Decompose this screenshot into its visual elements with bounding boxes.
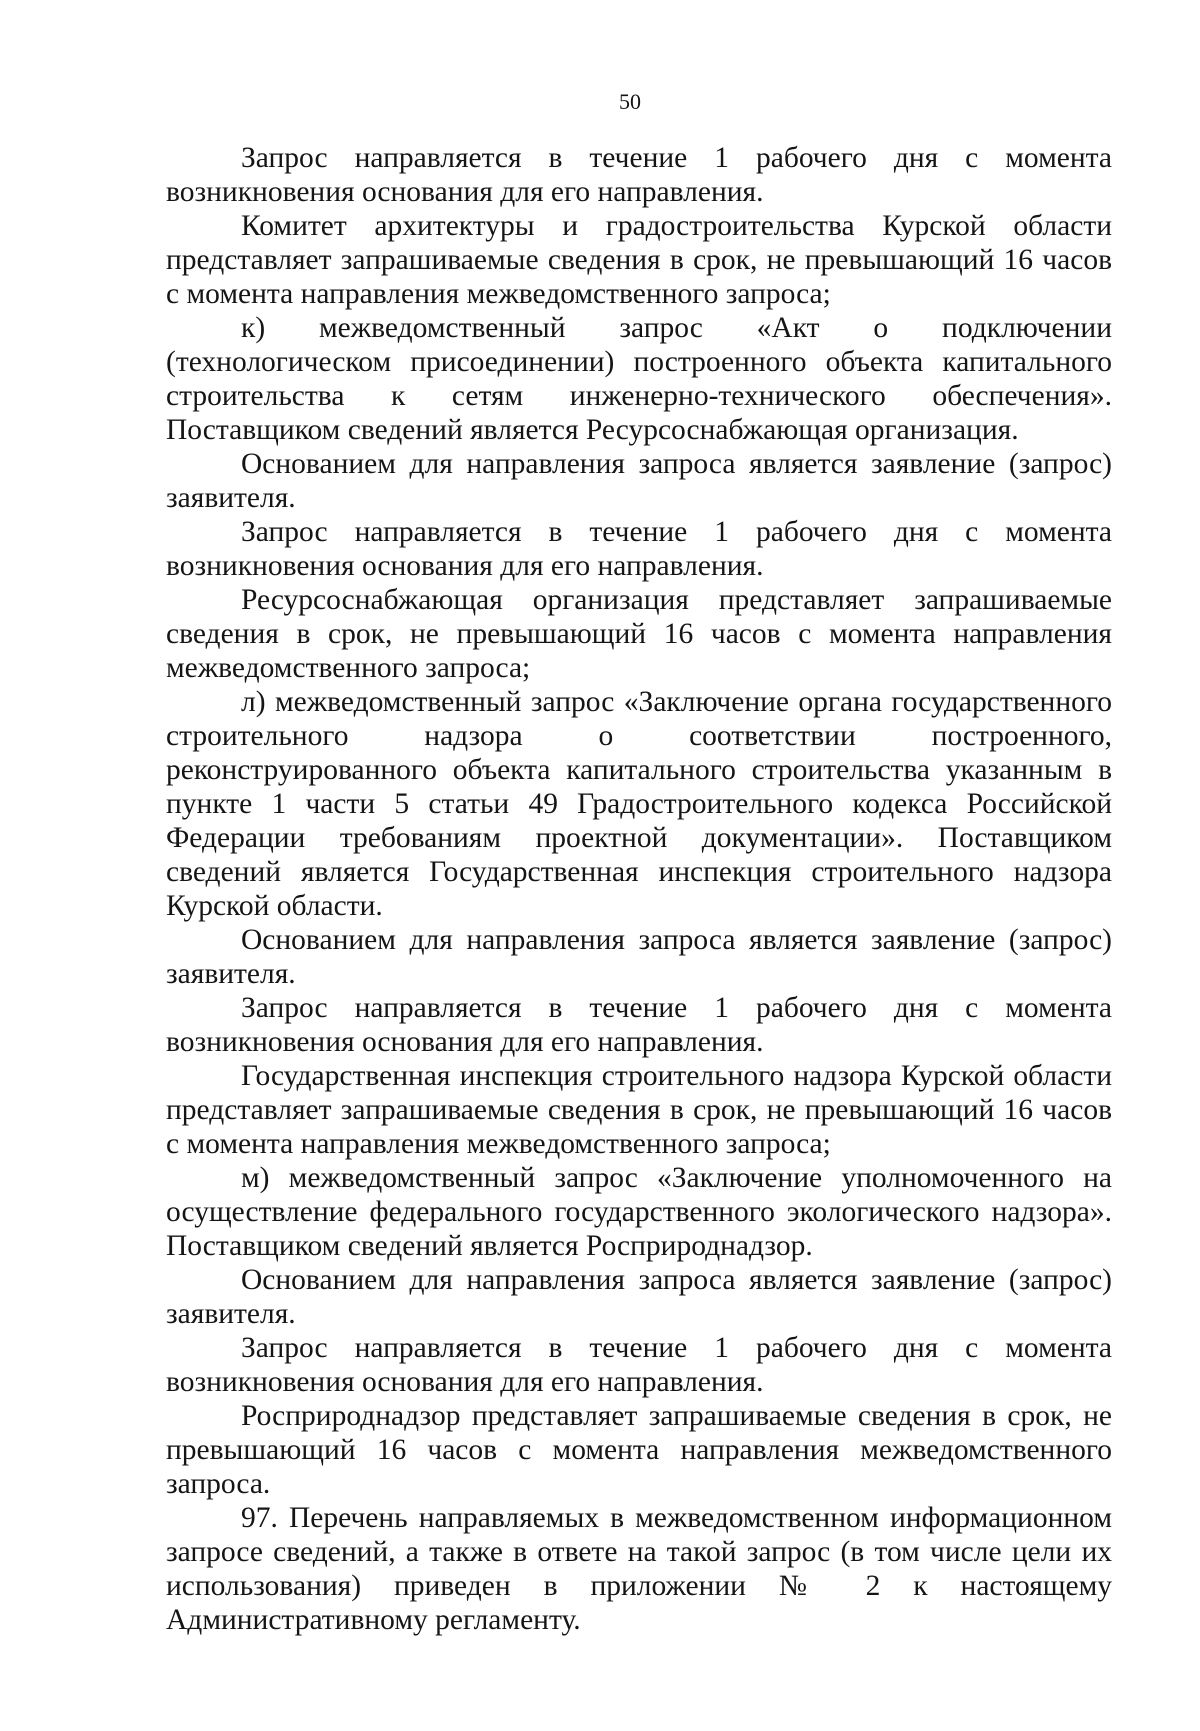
paragraph: л) межведомственный запрос «Заключение органа государственного строительного надзора о соответствии построенного, реконструированного объекта капитального строительства указанным в пункте 1 части 5 статьи 49 Градостроительного кодекса Российской Федерации требованиям проектной документации». Поставщиком сведений является Государственная инспекция строительного надзора Курской области. xyxy=(166,686,1112,922)
paragraph: Основанием для направления запроса является заявление (запрос) заявителя. xyxy=(166,924,1112,990)
paragraph: Росприроднадзор представляет запрашиваемые сведения в срок, не превышающий 16 часов с момента направления межведомственного запроса. xyxy=(166,1400,1112,1500)
paragraph: Основанием для направления запроса является заявление (запрос) заявителя. xyxy=(166,448,1112,514)
paragraph: Государственная инспекция строительного надзора Курской области представляет запрашиваемые сведения в срок, не превышающий 16 часов с момента направления межведомственного запроса; xyxy=(166,1060,1112,1160)
paragraph: Основанием для направления запроса является заявление (запрос) заявителя. xyxy=(166,1264,1112,1330)
document-body xyxy=(166,141,1112,1637)
paragraph: Запрос направляется в течение 1 рабочего дня с момента возникновения основания для его направления. xyxy=(166,142,1112,208)
paragraph: Запрос направляется в течение 1 рабочего дня с момента возникновения основания для его направления. xyxy=(166,516,1112,582)
paragraph: Ресурсоснабжающая организация представляет запрашиваемые сведения в срок, не превышающий 16 часов с момента направления межведомственного запроса; xyxy=(166,584,1112,684)
paragraph: Запрос направляется в течение 1 рабочего дня с момента возникновения основания для его направления. xyxy=(166,992,1112,1058)
page-number: 50 xyxy=(619,89,641,114)
paragraph: к) межведомственный запрос «Акт о подключении (технологическом присоединении) построенного объекта капитального строительства к сетям инженерно-технического обеспечения». Поставщиком сведений является Ресурсоснабжающая организация. xyxy=(166,312,1112,446)
paragraph: 97. Перечень направляемых в межведомственном информационном запросе сведений, а также в ответе на такой запрос (в том числе цели их использования) приведен в приложении № 2 к настоящему Административному регламенту. xyxy=(166,1502,1112,1636)
paragraph: м) межведомственный запрос «Заключение уполномоченного на осуществление федерального государственного экологического надзора». Поставщиком сведений является Росприроднадзор. xyxy=(166,1162,1112,1262)
paragraph: Запрос направляется в течение 1 рабочего дня с момента возникновения основания для его направления. xyxy=(166,1332,1112,1398)
paragraph: Комитет архитектуры и градостроительства Курской области представляет запрашиваемые сведения в срок, не превышающий 16 часов с момента направления межведомственного запроса; xyxy=(166,210,1112,310)
